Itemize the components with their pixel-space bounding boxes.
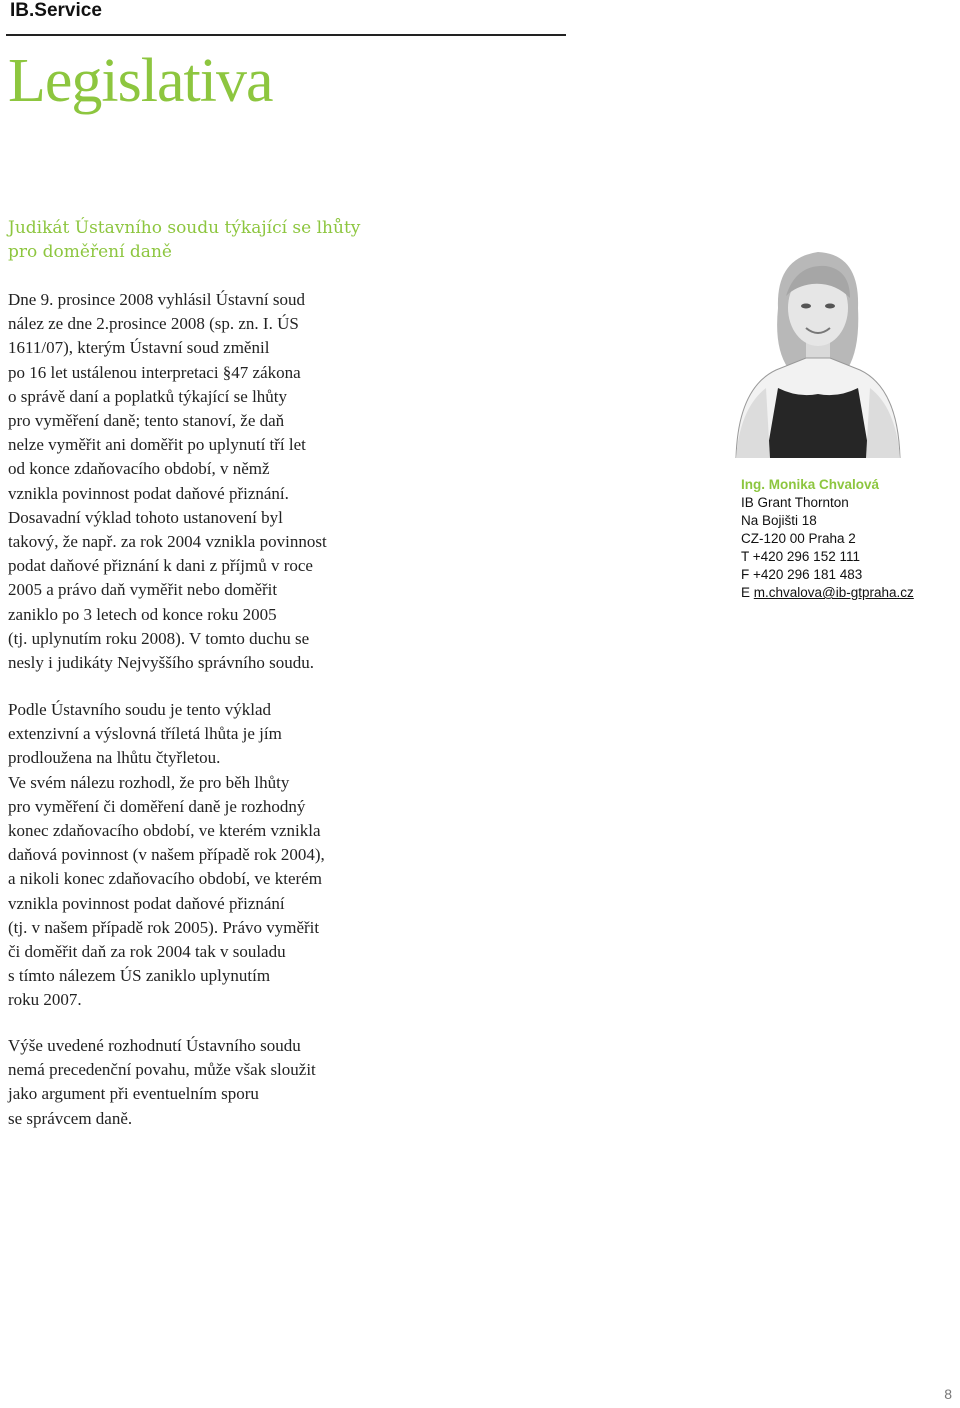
contact-city: CZ-120 00 Praha 2 [741, 531, 856, 546]
portrait-image [726, 238, 908, 458]
contact-street: Na Bojišti 18 [741, 513, 817, 528]
contact-phone: T +420 296 152 111 [741, 549, 860, 564]
article-paragraph-1 [8, 288, 408, 675]
article-paragraph-3 [8, 1034, 408, 1131]
contact-fax: F +420 296 181 483 [741, 567, 863, 582]
contact-name: Monika Chvalová [768, 477, 880, 492]
article-subtitle: Judikát Ústavního soudu týkající se lhůty pro doměření daně [8, 218, 361, 262]
contact-email-link[interactable]: m.chvalova@ib-gtpraha.cz [753, 585, 914, 600]
paragraph-text: Výše uvedené rozhodnutí Ústavního soudu nemá precedenční povahu, může však sloužit jako argument při eventuelním sporu se správcem daně. [8, 1036, 316, 1128]
contact-company: IB Grant Thornton [741, 495, 849, 510]
header-rule [6, 34, 566, 36]
section-title: Legislativa [8, 47, 273, 115]
contact-name-line [741, 476, 914, 494]
author-photo [726, 238, 908, 458]
contact-title-prefix: Ing. [741, 477, 765, 492]
article-paragraph-2 [8, 698, 408, 1013]
contact-card [741, 476, 914, 602]
brand-logo-text: IB.Service [10, 0, 102, 21]
paragraph-text: Podle Ústavního soudu je tento výklad extenzivní a výslovná tříletá lhůta je jím prodloužena na lhůtu čtyřletou. Ve svém nálezu rozhodl, že pro běh lhůty pro vyměření či doměření daně je rozhodný konec zdaňovacího období, ve kterém vznikla daňová povinnost (v našem případě rok 2004), a nikoli konec zdaňovacího období, ve kterém vznikla povinnost podat daňové přiznání (tj. v našem případě rok 2005). Právo vyměřit či doměřit daň za rok 2004 tak v souladu s tímto nálezem ÚS zaniklo uplynutím roku 2007. [8, 700, 325, 1010]
paragraph-text: Dne 9. prosince 2008 vyhlásil Ústavní soud nález ze dne 2.prosince 2008 (sp. zn. I. ÚS 1611/07), kterým Ústavní soud změnil po 16 let ustálenou interpretaci §47 zákona o správě daní a poplatků týkající se lhůty pro vyměření daně; tento stanoví, že daň nelze vyměřit ani doměřit po uplynutí tří let od konce zdaňovacího období, v němž vznikla povinnost podat daňové přiznání. Dosavadní výklad tohoto ustanovení byl takový, že např. za rok 2004 vznikla povinnost podat daňové přiznání k dani z příjmů v roce 2005 a právo daň vyměřit nebo doměřit zaniklo po 3 letech od konce roku 2005 (tj. uplynutím roku 2008). V tomto duchu se nesly i judikáty Nejvyššího správního soudu. [8, 290, 327, 673]
contact-email-line [741, 584, 914, 602]
contact-email-prefix: E [741, 585, 751, 600]
page-number: 8 [944, 1386, 952, 1402]
